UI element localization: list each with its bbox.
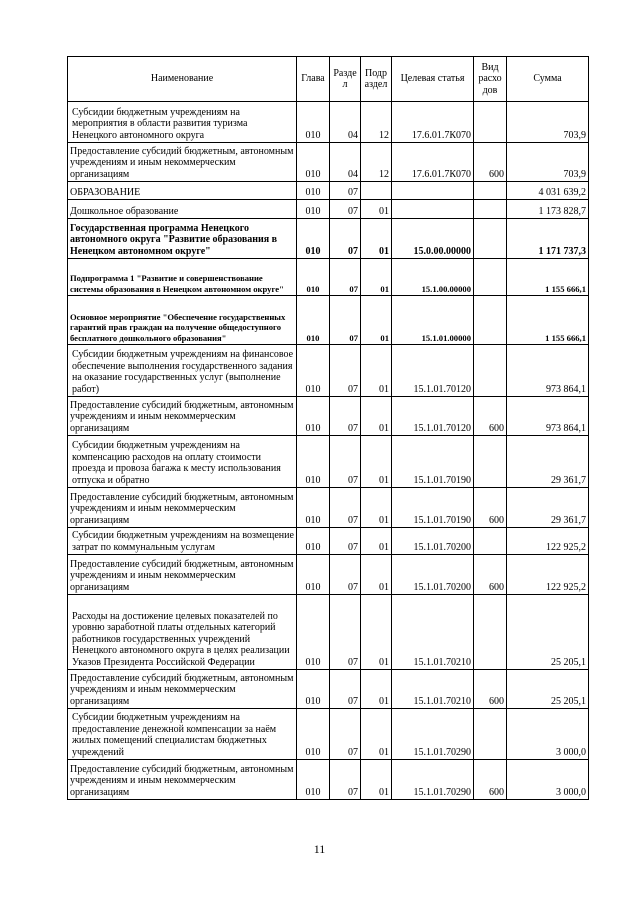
row-name: Субсидии бюджетным учреждениям на мероприятия в области развития туризма Ненецкого автономного округа bbox=[68, 102, 297, 143]
row-amount: 1 155 666,1 bbox=[507, 296, 589, 345]
row-subsection: 01 bbox=[361, 259, 392, 296]
table-row bbox=[68, 709, 589, 760]
row-expense-type bbox=[474, 595, 507, 670]
row-section: 07 bbox=[330, 219, 361, 259]
row-amount: 1 171 737,3 bbox=[507, 219, 589, 259]
row-subsection bbox=[361, 182, 392, 200]
row-target: 15.0.00.00000 bbox=[392, 219, 474, 259]
row-name: Основное мероприятие "Обеспечение государственных гарантий прав граждан на получение общедоступного бесплатного дошкольного образования" bbox=[68, 296, 297, 345]
table-header-row bbox=[68, 57, 589, 102]
table-row bbox=[68, 259, 589, 296]
row-subsection: 01 bbox=[361, 555, 392, 595]
row-amount: 973 864,1 bbox=[507, 397, 589, 436]
row-name: Предоставление субсидий бюджетным, автономным учреждениям и иным некоммерческим организациям bbox=[68, 760, 297, 800]
row-amount: 1 173 828,7 bbox=[507, 200, 589, 219]
row-chapter: 010 bbox=[297, 259, 330, 296]
table-row bbox=[68, 528, 589, 555]
row-subsection: 01 bbox=[361, 488, 392, 528]
header-expense-type: Вид расхо дов bbox=[474, 57, 507, 102]
row-section: 07 bbox=[330, 200, 361, 219]
row-amount: 29 361,7 bbox=[507, 436, 589, 488]
row-amount: 25 205,1 bbox=[507, 670, 589, 709]
row-expense-type: 600 bbox=[474, 760, 507, 800]
row-chapter: 010 bbox=[297, 200, 330, 219]
header-name: Наименование bbox=[68, 57, 297, 102]
row-chapter: 010 bbox=[297, 102, 330, 143]
row-target: 15.1.01.70290 bbox=[392, 709, 474, 760]
row-target: 15.1.00.00000 bbox=[392, 259, 474, 296]
row-target: 15.1.01.70200 bbox=[392, 528, 474, 555]
row-name: Предоставление субсидий бюджетным, автономным учреждениям и иным некоммерческим организациям bbox=[68, 397, 297, 436]
row-section: 07 bbox=[330, 488, 361, 528]
row-subsection: 01 bbox=[361, 709, 392, 760]
row-subsection: 01 bbox=[361, 219, 392, 259]
header-subsection: Подр аздел bbox=[361, 57, 392, 102]
row-subsection: 01 bbox=[361, 345, 392, 397]
row-subsection: 01 bbox=[361, 296, 392, 345]
row-name: Субсидии бюджетным учреждениям на финансовое обеспечение выполнения государственного задания на оказание государственных услуг (выполнение работ) bbox=[68, 345, 297, 397]
row-section: 07 bbox=[330, 595, 361, 670]
row-chapter: 010 bbox=[297, 760, 330, 800]
row-amount: 3 000,0 bbox=[507, 709, 589, 760]
row-section: 07 bbox=[330, 182, 361, 200]
row-name: Предоставление субсидий бюджетным, автономным учреждениям и иным некоммерческим организациям bbox=[68, 488, 297, 528]
row-subsection: 01 bbox=[361, 670, 392, 709]
row-chapter: 010 bbox=[297, 595, 330, 670]
row-amount: 122 925,2 bbox=[507, 555, 589, 595]
row-chapter: 010 bbox=[297, 436, 330, 488]
table-row bbox=[68, 670, 589, 709]
row-chapter: 010 bbox=[297, 555, 330, 595]
row-chapter: 010 bbox=[297, 143, 330, 182]
table-row bbox=[68, 760, 589, 800]
row-expense-type: 600 bbox=[474, 143, 507, 182]
row-expense-type bbox=[474, 102, 507, 143]
row-section: 04 bbox=[330, 143, 361, 182]
table-row bbox=[68, 219, 589, 259]
row-expense-type bbox=[474, 182, 507, 200]
row-target: 15.1.01.70120 bbox=[392, 345, 474, 397]
budget-table bbox=[67, 56, 589, 800]
row-name: Государственная программа Ненецкого автономного округа "Развитие образования в Ненецком автономном округе" bbox=[68, 219, 297, 259]
row-name: Предоставление субсидий бюджетным, автономным учреждениям и иным некоммерческим организациям bbox=[68, 555, 297, 595]
table-row bbox=[68, 436, 589, 488]
row-expense-type: 600 bbox=[474, 488, 507, 528]
row-target: 15.1.01.70190 bbox=[392, 436, 474, 488]
row-target bbox=[392, 182, 474, 200]
row-section: 07 bbox=[330, 670, 361, 709]
row-expense-type bbox=[474, 296, 507, 345]
header-amount: Сумма bbox=[507, 57, 589, 102]
row-amount: 973 864,1 bbox=[507, 345, 589, 397]
row-section: 04 bbox=[330, 102, 361, 143]
row-target: 15.1.01.00000 bbox=[392, 296, 474, 345]
row-amount: 703,9 bbox=[507, 143, 589, 182]
row-section: 07 bbox=[330, 760, 361, 800]
row-target: 15.1.01.70210 bbox=[392, 670, 474, 709]
row-target bbox=[392, 200, 474, 219]
row-target: 15.1.01.70120 bbox=[392, 397, 474, 436]
row-chapter: 010 bbox=[297, 528, 330, 555]
row-chapter: 010 bbox=[297, 397, 330, 436]
row-section: 07 bbox=[330, 259, 361, 296]
row-amount: 29 361,7 bbox=[507, 488, 589, 528]
row-expense-type bbox=[474, 259, 507, 296]
header-section: Разде л bbox=[330, 57, 361, 102]
row-subsection: 12 bbox=[361, 102, 392, 143]
row-expense-type bbox=[474, 709, 507, 760]
row-name: Субсидии бюджетным учреждениям на возмещение затрат по коммунальным услугам bbox=[68, 528, 297, 555]
row-target: 17.6.01.7К070 bbox=[392, 143, 474, 182]
row-target: 15.1.01.70200 bbox=[392, 555, 474, 595]
row-amount: 122 925,2 bbox=[507, 528, 589, 555]
row-expense-type bbox=[474, 219, 507, 259]
row-subsection: 01 bbox=[361, 397, 392, 436]
row-chapter: 010 bbox=[297, 488, 330, 528]
row-expense-type: 600 bbox=[474, 397, 507, 436]
row-expense-type bbox=[474, 436, 507, 488]
row-expense-type bbox=[474, 200, 507, 219]
row-name: Расходы на достижение целевых показателей по уровню заработной платы отдельных категорий работников государственных учреждений Ненецкого автономного округа в целях реализации Указов Президента Российской Федерации bbox=[68, 595, 297, 670]
header-target: Целевая статья bbox=[392, 57, 474, 102]
table-row bbox=[68, 143, 589, 182]
row-section: 07 bbox=[330, 345, 361, 397]
table-row bbox=[68, 397, 589, 436]
row-name: Субсидии бюджетным учреждениям на компенсацию расходов на оплату стоимости проезда и провоза багажа к месту использования отпуска и обратно bbox=[68, 436, 297, 488]
row-subsection: 01 bbox=[361, 528, 392, 555]
row-target: 15.1.01.70290 bbox=[392, 760, 474, 800]
row-amount: 4 031 639,2 bbox=[507, 182, 589, 200]
row-expense-type bbox=[474, 345, 507, 397]
row-name: Предоставление субсидий бюджетным, автономным учреждениям и иным некоммерческим организациям bbox=[68, 143, 297, 182]
table-row bbox=[68, 296, 589, 345]
row-chapter: 010 bbox=[297, 182, 330, 200]
row-chapter: 010 bbox=[297, 709, 330, 760]
row-amount: 25 205,1 bbox=[507, 595, 589, 670]
row-target: 15.1.01.70190 bbox=[392, 488, 474, 528]
row-subsection: 12 bbox=[361, 143, 392, 182]
row-section: 07 bbox=[330, 397, 361, 436]
table-row bbox=[68, 182, 589, 200]
row-amount: 1 155 666,1 bbox=[507, 259, 589, 296]
row-section: 07 bbox=[330, 296, 361, 345]
row-section: 07 bbox=[330, 555, 361, 595]
row-section: 07 bbox=[330, 528, 361, 555]
row-expense-type: 600 bbox=[474, 670, 507, 709]
table-row bbox=[68, 555, 589, 595]
row-expense-type bbox=[474, 528, 507, 555]
row-chapter: 010 bbox=[297, 345, 330, 397]
row-chapter: 010 bbox=[297, 219, 330, 259]
row-name: Предоставление субсидий бюджетным, автономным учреждениям и иным некоммерческим организациям bbox=[68, 670, 297, 709]
page-number: 11 bbox=[313, 842, 326, 856]
row-section: 07 bbox=[330, 709, 361, 760]
row-expense-type: 600 bbox=[474, 555, 507, 595]
row-target: 15.1.01.70210 bbox=[392, 595, 474, 670]
row-amount: 3 000,0 bbox=[507, 760, 589, 800]
table-row bbox=[68, 488, 589, 528]
row-subsection: 01 bbox=[361, 200, 392, 219]
header-chapter: Глава bbox=[297, 57, 330, 102]
row-subsection: 01 bbox=[361, 760, 392, 800]
table-row bbox=[68, 595, 589, 670]
row-name: ОБРАЗОВАНИЕ bbox=[68, 182, 297, 200]
table-row bbox=[68, 102, 589, 143]
row-section: 07 bbox=[330, 436, 361, 488]
table-row bbox=[68, 200, 589, 219]
row-name: Подпрограмма 1 "Развитие и совершенствование системы образования в Ненецком автономном округе" bbox=[68, 259, 297, 296]
table-row bbox=[68, 345, 589, 397]
row-amount: 703,9 bbox=[507, 102, 589, 143]
row-name: Субсидии бюджетным учреждениям на предоставление денежной компенсации за наём жилых помещений специалистам бюджетных учреждений bbox=[68, 709, 297, 760]
row-chapter: 010 bbox=[297, 670, 330, 709]
row-subsection: 01 bbox=[361, 595, 392, 670]
row-target: 17.6.01.7К070 bbox=[392, 102, 474, 143]
row-chapter: 010 bbox=[297, 296, 330, 345]
row-subsection: 01 bbox=[361, 436, 392, 488]
row-name: Дошкольное образование bbox=[68, 200, 297, 219]
